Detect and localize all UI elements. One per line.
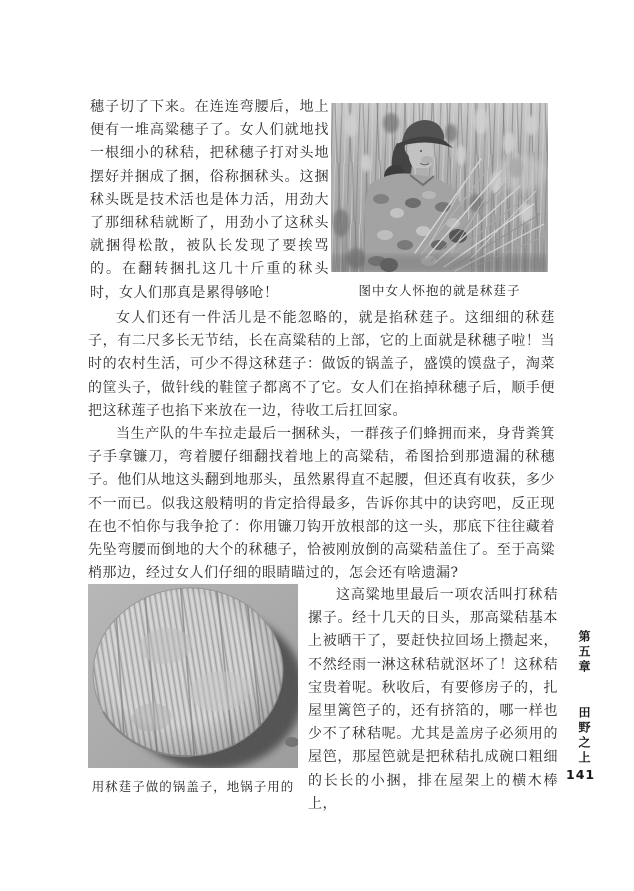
chapter-label-vertical [576, 630, 593, 766]
paragraph-2-text: 女人们还有一件活儿是不能忽略的，就是掐秫莛子。这细细的秫莛子，有二尺多长无节结，长在高粱秸的上部，它的上面就是秫穗子啦！当时的农村生活，可少不得这秫莛子：做饭的锅盖子，盛馍的馍盘子，淘菜的筐头子，做针线的鞋筐子都离不了它。女人们在掐掉秫穗子后，顺手便把这秫莲子也掐下来放在一边，待收工后扛回家。 [88, 310, 555, 419]
photo-woman-with-sorghum [331, 103, 548, 299]
paragraph-1-text: 穗子切了下来。在连连弯腰后，地上便有一堆高粱穗子了。女人们就地找一根细小的秫秸，把秫穗子打对头地摆好并捆成了捆，俗称捆秫头。这捆秫头既是技术活也是体力活，用劲大了那细秫秸就断了，用劲小了这秫头就捆得松散，被队长发现了要挨骂的。在翻转捆扎这几十斤重的秫头时，女人们那真是累得够呛！ [90, 99, 329, 301]
page-number: 141 [566, 767, 596, 782]
paragraph-4-text: 这高粱地里最后一项农活叫打秫秸摞子。经十几天的日头，那高粱秸基本上被晒干了，要赶快拉回场上攒起来，不然经雨一淋这秫秸就沤坏了！这秫秸宝贵着呢。秋收后，有要修房子的，扎屋里篱笆子的，还有挤箔的，哪一样也少不了秫秸呢。尤其是盖房子必须用的屋笆，那屋笆就是把秫秸扎成碗口粗细的长长的小捆，排在屋架上的横木棒上， [308, 587, 558, 812]
bottom-photo-caption: 用秫莛子做的锅盖子，地锅子用的 [91, 779, 295, 794]
paragraph-1 [90, 96, 329, 305]
top-photo-caption: 图中女人怀抱的就是秫莛子 [358, 283, 521, 298]
photo-pot-lid [88, 584, 298, 795]
paragraph-3-text: 当生产队的牛车拉走最后一捆秫头，一群孩子们蜂拥而来，身背粪箕子手拿镰刀，弯着腰仔细翻找着地上的高粱秸，希图拾到那遗漏的秫穗子。他们从地这头翻到地那头，虽然累得直不起腰，但还真有收获，多少不一而已。似我这般精明的肯定拾得最多，告诉你其中的诀窍吧，反正现在也不怕你与我争抢了：你用镰刀钩开放根部的这一头，那底下往往藏着先坠弯腰而倒地的大个的秫穗子，恰被刚放倒的高粱秸盖住了。至于高粱梢那边，经过女人们仔细的眼睛瞄过的，怎会还有啥遗漏? [88, 426, 555, 582]
paragraphs-2-3 [88, 307, 555, 585]
pot-lid-photo-illustration [88, 584, 298, 768]
woman-field-photo-illustration [331, 103, 548, 272]
chapter-title-label: 田野之上 [577, 706, 591, 766]
chapter-number-label: 第五章 [577, 630, 591, 675]
paragraph-4 [308, 584, 558, 816]
